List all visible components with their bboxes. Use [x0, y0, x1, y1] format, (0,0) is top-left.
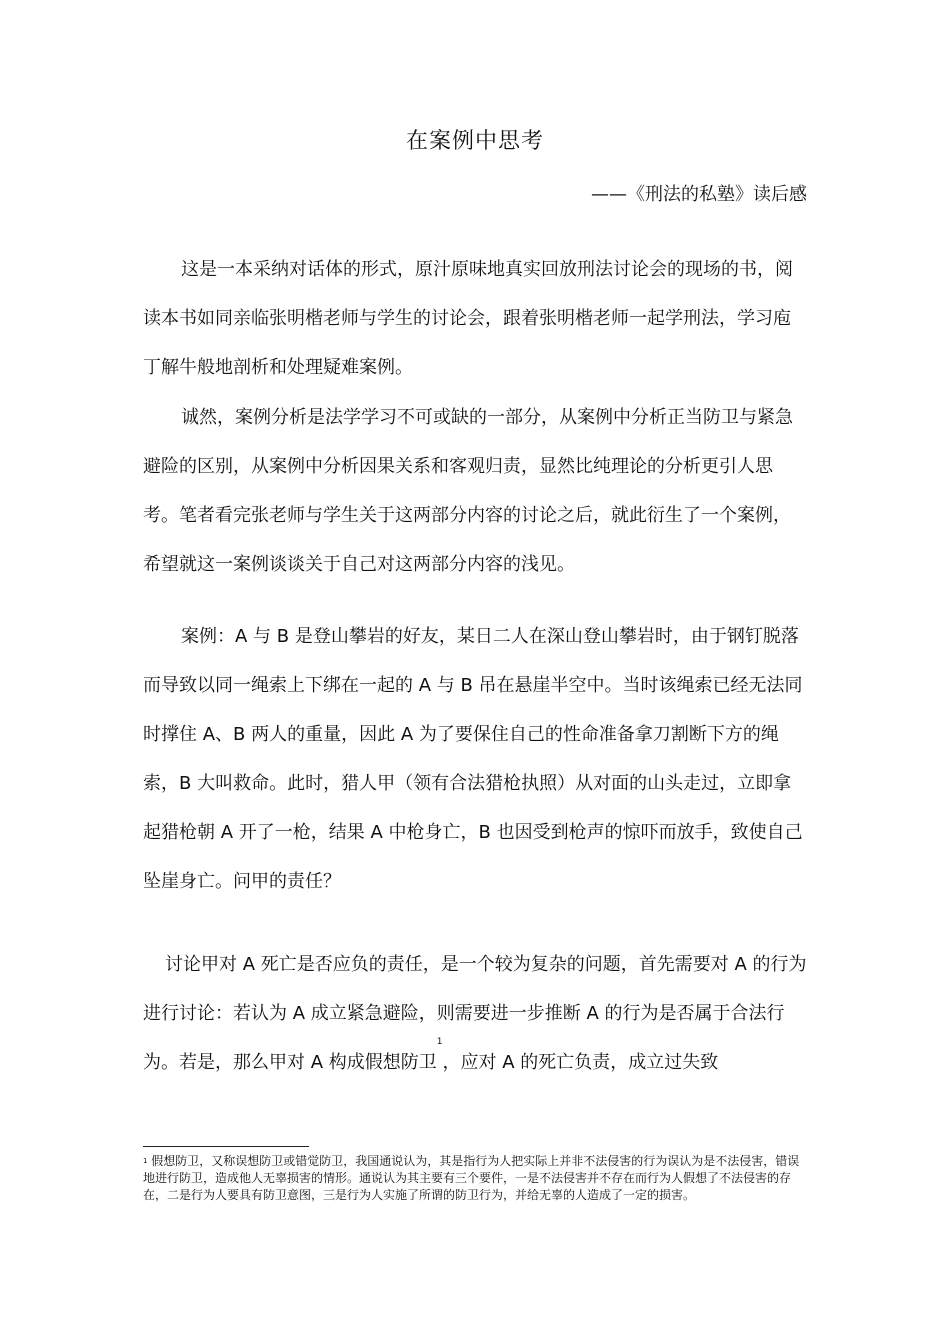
footnote	[143, 1153, 807, 1204]
discussion-text-end: ，应对 A 的死亡负责，成立过失致	[442, 1052, 719, 1073]
footnote-text: 假想防卫，又称误想防卫或错觉防卫，我国通说认为，其是指行为人把实际上并非不法侵害的行为误认为是不法侵害，错误地进行防卫，造成他人无辜损害的情形。通说认为其主要有三个要件，一是不法侵害并不存在而行为人假想了不法侵害的存在，二是行为人要具有防卫意图，三是行为人实施了所谓的防卫行为，并给无辜的人造成了一定的损害。	[143, 1154, 800, 1202]
footnote-divider	[143, 1146, 309, 1147]
paragraph: 诚然，案例分析是法学学习不可或缺的一部分，从案例中分析正当防卫与紧急避险的区别，从案例中分析因果关系和客观归责，显然比纯理论的分析更引人思考。笔者看完张老师与学生关于这两部分内容的讨论之后，就此衍生了一个案例，希望就这一案例谈谈关于自己对这两部分内容的浅见。	[143, 407, 793, 575]
footnote-mark: 1	[143, 1157, 148, 1165]
paragraph: 这是一本采纳对话体的形式，原汁原味地真实回放刑法讨论会的现场的书，阅读本书如同亲临张明楷老师与学生的讨论会，跟着张明楷老师一起学刑法，学习庖丁解牛般地剖析和处理疑难案例。	[143, 259, 793, 378]
document-subtitle: ——《刑法的私塾》读后感	[591, 184, 807, 205]
discussion-paragraph-block	[143, 940, 807, 1087]
document-title: 在案例中思考	[405, 129, 544, 154]
paragraph-block	[143, 393, 807, 589]
footnote-reference[interactable]: 1	[436, 1037, 443, 1047]
case-paragraph-block	[143, 612, 807, 906]
case-paragraph: 案例：A 与 B 是登山攀岩的好友，某日二人在深山登山攀岩时，由于钢钉脱落而导致以同一绳索上下绑在一起的 A 与 B 吊在悬崖半空中。当时该绳索已经无法同时撑住 A、B 两人的重量，因此 A 为了要保住自己的性命准备拿刀割断下方的绳索，B 大叫救命。此时，猎人甲（领有合法猎枪执照）从对面的山头走过，立即拿起猎枪朝 A 开了一枪，结果 A 中枪身亡，B 也因受到枪声的惊吓而放手，致使自己坠崖身亡。问甲的责任？	[143, 626, 803, 892]
discussion-paragraph	[143, 940, 807, 1087]
paragraph-block	[143, 245, 807, 392]
discussion-text-start: 讨论甲对 A 死亡是否应负的责任，是一个较为复杂的问题，首先需要对 A 的行为进行讨论：若认为 A 成立紧急避险，则需要进一步推断 A 的行为是否属于合法行为。若是，那么甲对 A 构成假想防卫	[143, 954, 807, 1073]
